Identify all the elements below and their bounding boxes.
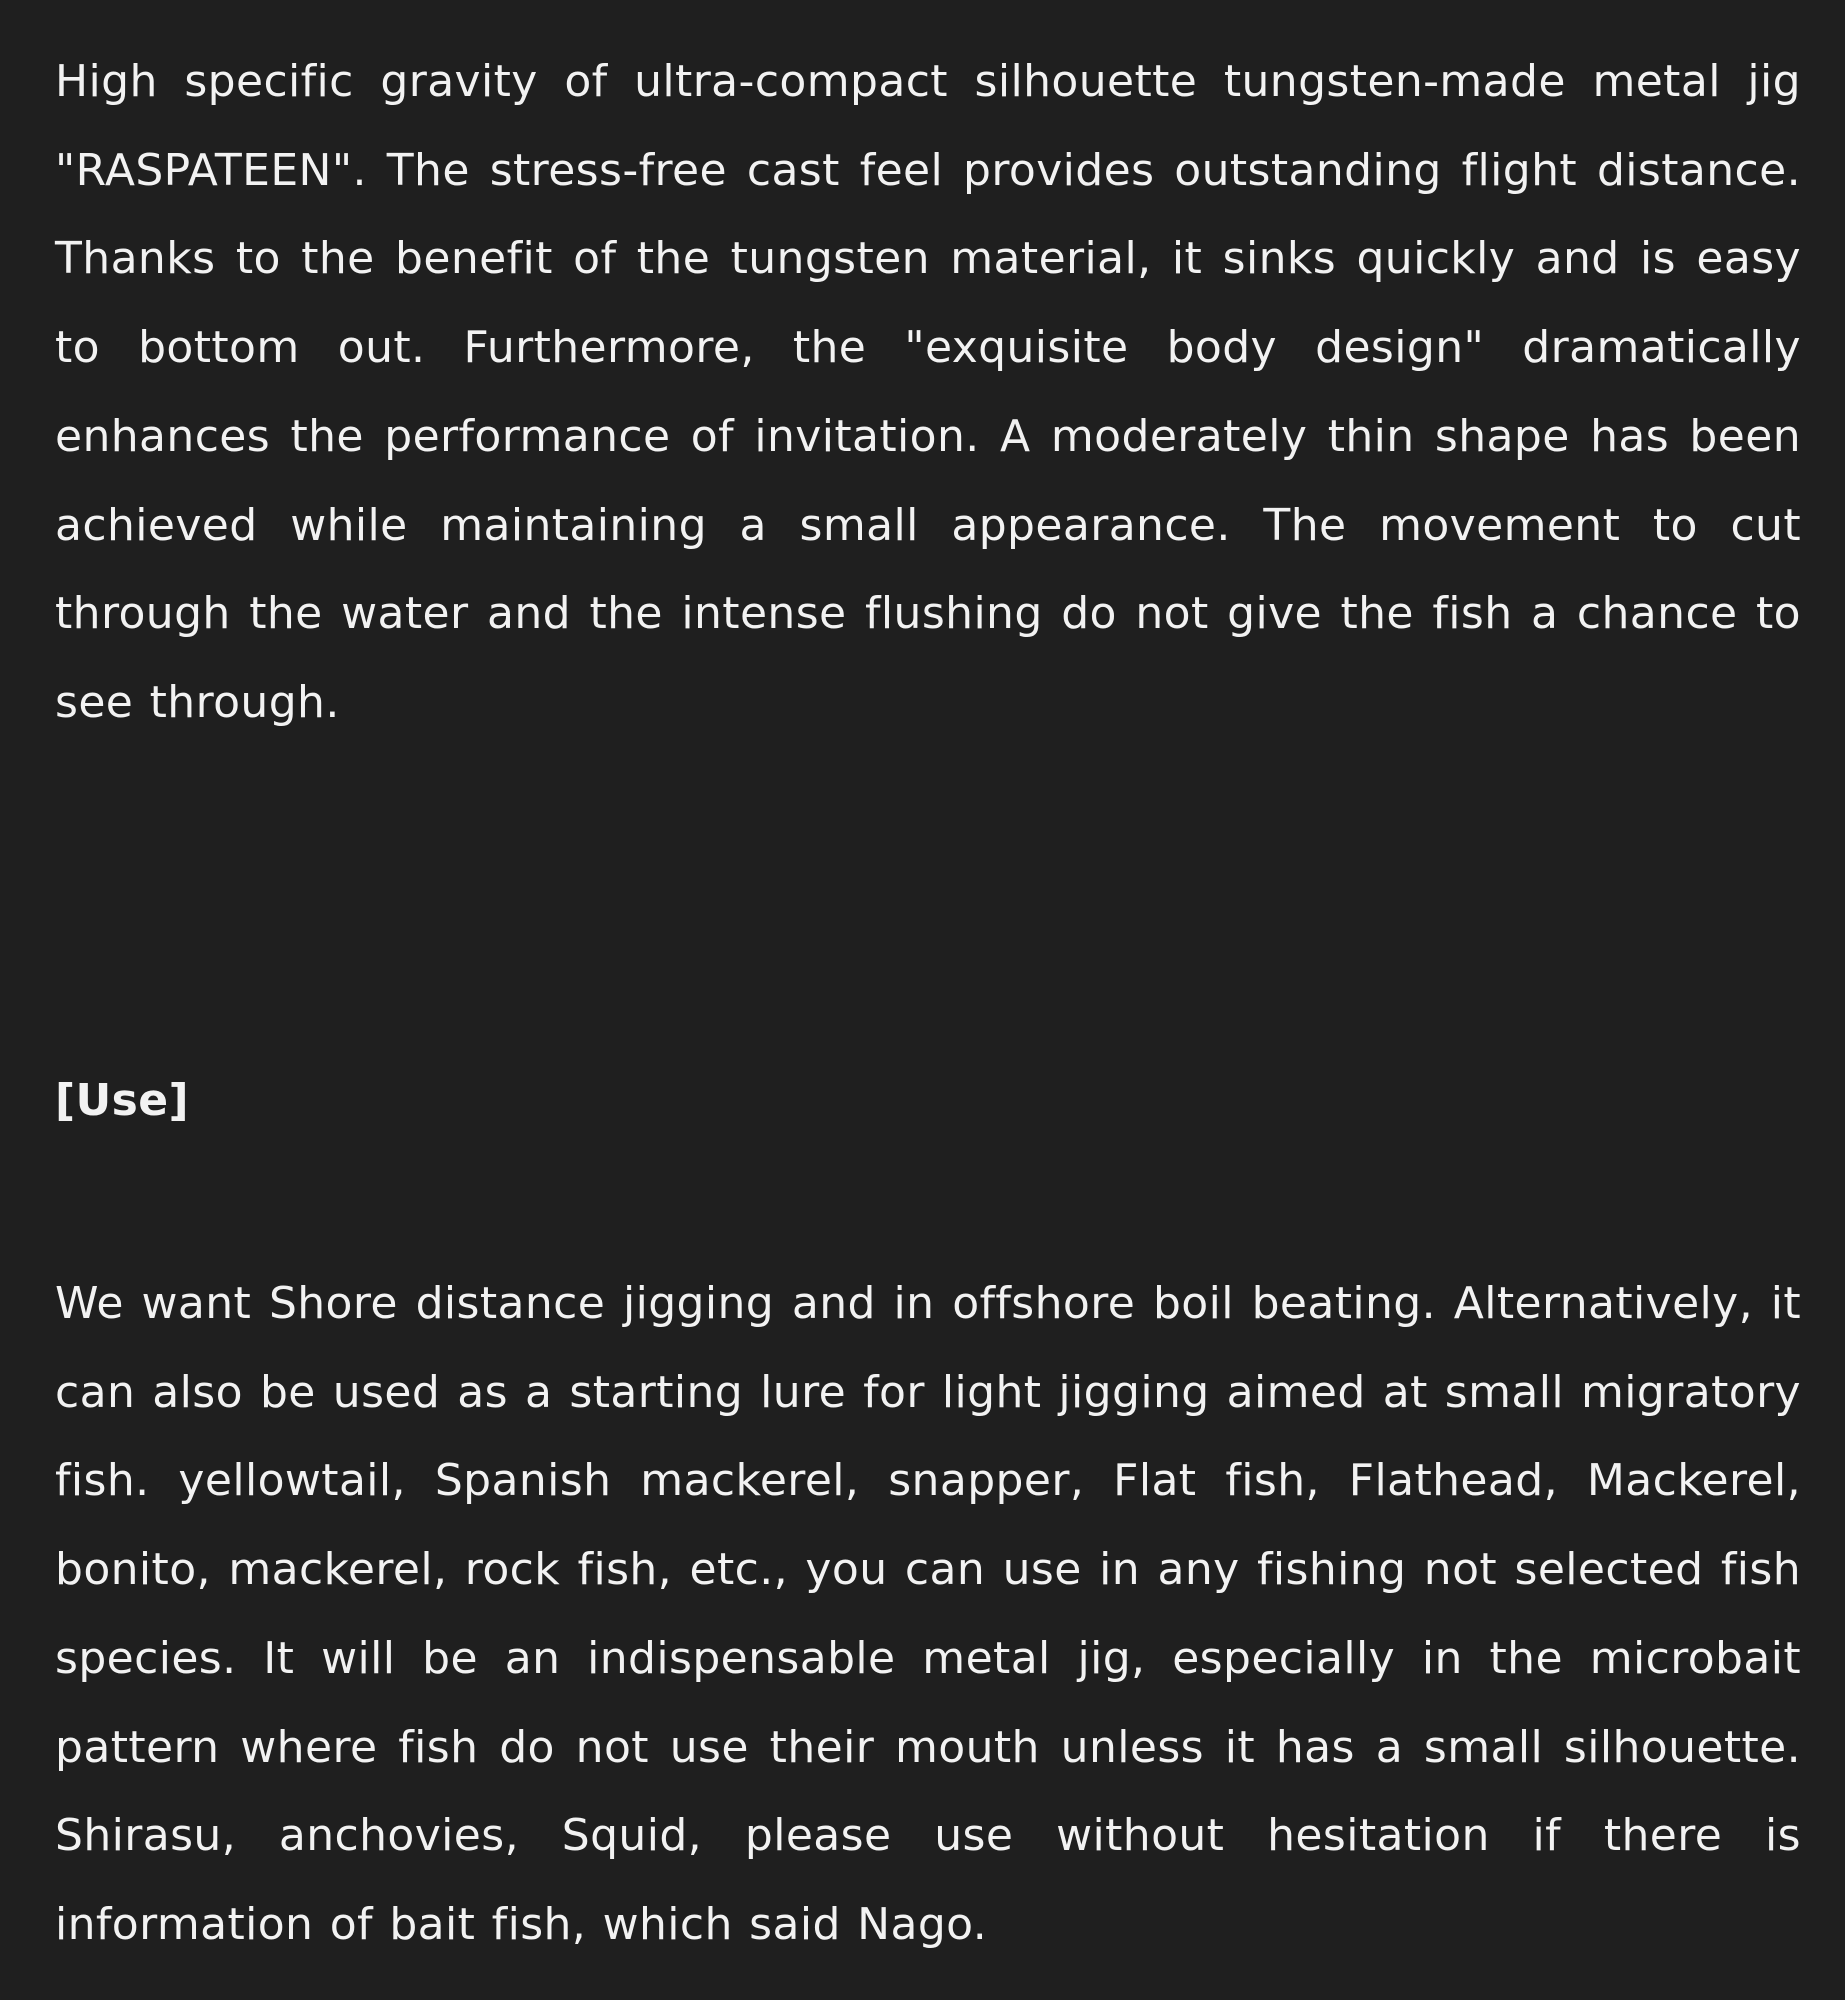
use-paragraph: We want Shore distance jigging and in offshore boil beating. Alternatively, it can also be used as a starting lure for light jigging aimed at small migratory fish. yellowtail, Spanish mackerel, snapper, Flat fish, Flathead, Mackerel, bonito, mackerel, rock fish, etc., you can use in any fishing not selected fish species. It will be an indispensable metal jig, especially in the microbait pattern where fish do not use their mouth unless it has a small silhouette. Shirasu, anchovies, Squid, please use without hesitation if there is information of bait fish, which said Nago. bbox=[55, 1278, 1801, 1950]
use-heading: [Use] bbox=[55, 1075, 189, 1126]
description-paragraph: High specific gravity of ultra-compact silhouette tungsten-made metal jig "RASPATEEN". The stress-free cast feel provides outstanding flight distance. Thanks to the benefit of the tungsten material, it sinks quickly and is easy to bottom out. Furthermore, the "exquisite body design" dramatically enhances the performance of invitation. A moderately thin shape has been achieved while maintaining a small appearance. The movement to cut through the water and the intense flushing do not give the fish a chance to see through. bbox=[55, 56, 1801, 728]
